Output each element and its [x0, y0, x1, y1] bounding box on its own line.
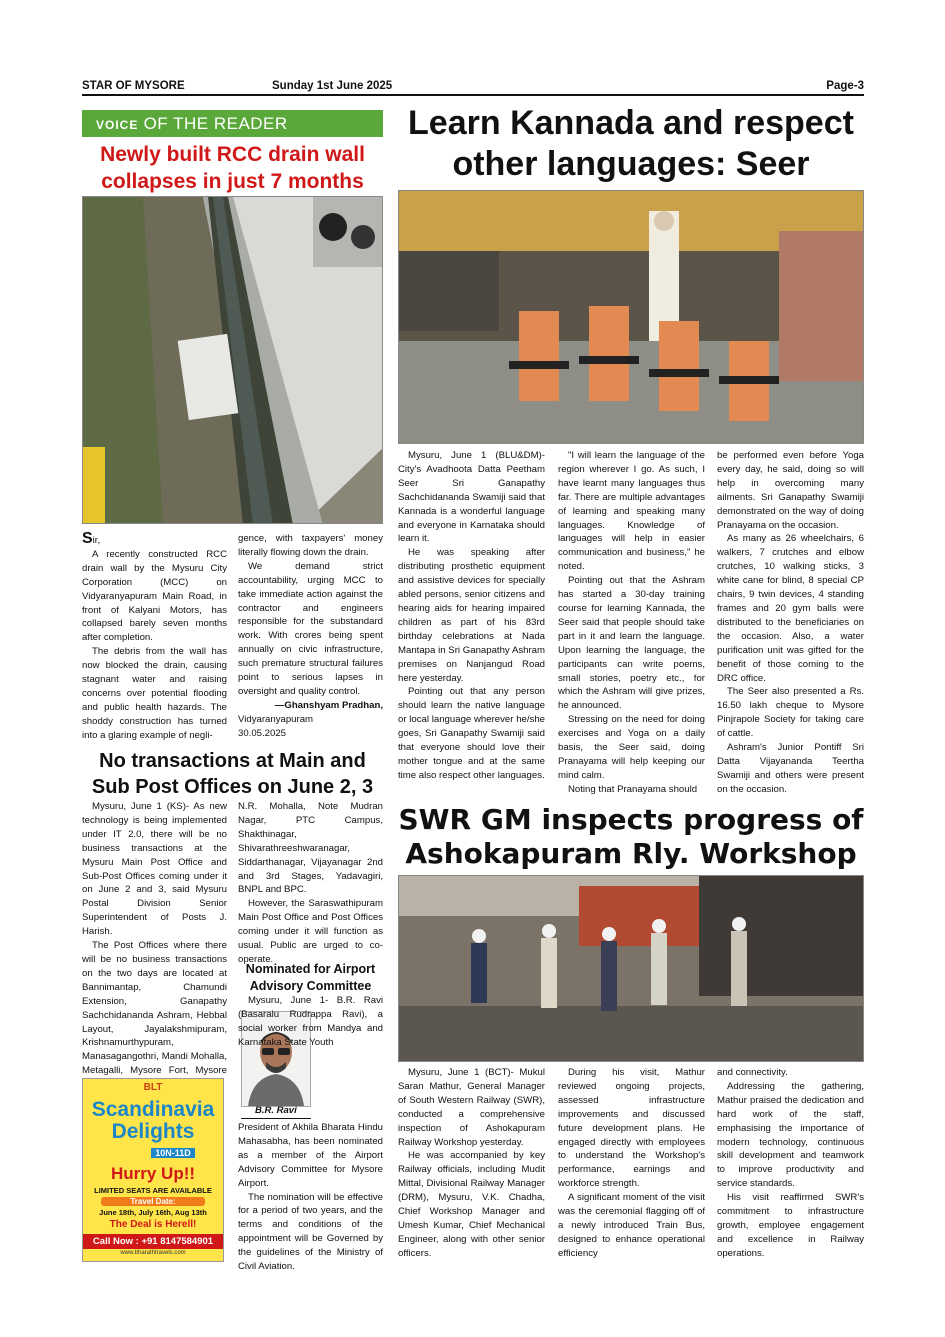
seer-headline: Learn Kannada and respect other languages: Seer	[408, 104, 854, 183]
scandinavia-delights-ad[interactable]: BLT Scandinavia Delights 10N-11D Hurry Up!! LIMITED SEATS ARE AVAILABLE Travel Date: June 18th, July 16th, Aug 13th The Deal is Herell! Call Now : +91 8147584901 www.bharathtravels.com	[82, 1078, 224, 1262]
voice-of-reader-banner	[82, 110, 383, 137]
post-office-headline: No transactions at Main and Sub Post Offices on June 2, 3	[91, 750, 374, 798]
ad-hurry: Hurry Up!!	[110, 1164, 196, 1183]
page-number: Page-3	[826, 80, 864, 92]
issue-date: Sunday 1st June 2025	[272, 80, 393, 92]
seer-event-photo	[398, 190, 864, 444]
drain-wall-headline: Newly built RCC drain wall collapses in just 7 months	[100, 143, 365, 193]
drain-wall-photo	[82, 196, 383, 524]
seer-column-3: be performed even before Yoga every day, he said, doing so will help in overcoming many ailments. Sri Ganapathy Swamiji demonstrated on the way of doing Pranayama on the occasion. As many as 26 wheelchairs, 6 walkers, 7 crutches and elbow crutches, 10 walking sticks, 3 white cane for blind, 8 special CP chairs, 9 twin devices, 4 standing frames and 20 gym balls were distributed to the beneficiaries on the occasion. Also, a water purification unit was gifted for the benefit of those coming to the DRC office. The Seer also presented a Rs. 16.50 lakh cheque to Mysore Pinjrapole Society for taking care of cattle. Ashram's Junior Pontiff Sri Datta Vijayananda Teertha Swamiji and others were present on the occasion.	[717, 450, 864, 795]
br-ravi-caption: B.R. Ravi	[241, 1105, 311, 1119]
airport-column: Mysuru, June 1- B.R. Ravi (Basaralu Rudrappa Ravi), a social worker from Mandya and Karnataka State Youth	[238, 995, 383, 1048]
swr-column-1: Mysuru, June 1 (BCT)- Mukul Saran Mathur, General Manager of South Western Railway (SWR), conducted a comprehensive inspection of Ashokapuram Railway Workshop yesterday. He was accompanied by key Railway officials, including Mudit Mittal, Divisional Railway Manager (DRM), Mysuru, V.K. Chadha, Chief Workshop Manager and Umesh Kumar, Chief Mechanical Engineer, along with other senior officers.	[398, 1067, 545, 1259]
seer-column-1: Mysuru, June 1 (BLU&DM)- City's Avadhoota Datta Peetham Seer Sri Ganapathy Sachchidananda Swamiji said that Kannada is a wonderful language and everyone in Karnataka should learn it. He was speaking after distributing prosthetic equipment and assistive devices for specially abled persons, senior citizens and hearing aids for hearing impaired children as part of his 83rd birthday celebrations at Nada Mantapa in Sri Ganapathy Ashram premises on Nanjangud Road here yesterday. Pointing out that any person should learn the native language or local language wherever he/she goes, Sri Ganapathy Swamiji said that everyone should love their mother tongue and at the same time also respect other languages.	[398, 450, 545, 781]
masthead	[82, 80, 864, 96]
paper-name: STAR OF MYSORE	[82, 80, 185, 92]
letter-column-2: gence, with taxpayers' money literally flowing down the drain. We demand strict accountability, urging MCC to take immediate action against the contractor and engineers responsible for the substandard work. With crores being spent annually on civic infrastructure, such premature structural failures point to serious lapses in oversight and quality control. —Ghanshyam Pradhan, Vidyaranyapuram 30.05.2025	[238, 533, 383, 739]
ad-code: 10N-11D	[151, 1148, 195, 1158]
ad-call-number[interactable]: Call Now : +91 8147584901	[83, 1234, 223, 1249]
voice-label-bold: VOICE	[96, 118, 139, 132]
letter-column-1: Sir, A recently constructed RCC drain wall by the Mysuru City Corporation (MCC) on Vidyaranyapuram Main Road, in front of Kalyani Motors, has collapsed barely seven months after completion. The debris from the wall has now blocked the drain, causing stagnant water and raising concerns over potential flooding and public health hazards. The shoddy construction has turned into a glaring example of negli-	[82, 530, 227, 741]
ad-title: Scandinavia Delights	[91, 1098, 215, 1143]
swr-workshop-photo	[398, 875, 864, 1062]
seer-column-2: "I will learn the language of the region wherever I go. As such, I have learnt many languages thus far. There are multiple advantages of learning and speaking many languages. Knowledge of languages will help in easier communication and business," he noted. Pointing out that the Ashram has started a 30-day training course for learning Kannada, the Seer said that people should take part in it and learn the language. Upon learning the language, the participants can write poems, small stories, poetry etc., for which the Ashram will give prizes, he announced. Stressing on the need for doing exercises and Yoga on a daily basis, the Seer said, doing Pranayama will help keeping our mind calm. Noting that Pranayama should	[558, 450, 705, 795]
swr-headline: SWR GM inspects progress of Ashokapuram Rly. Workshop	[398, 803, 864, 870]
letter-signature: —Ghanshyam Pradhan,	[274, 699, 383, 711]
airport-column-continued: President of Akhila Bharata Hindu Mahasabha, has been nominated as a member of the Airport Advisory Committee for Mysore Airport. The nomination will be effective for a period of two years, and the terms and conditions of the appointment will be Governed by the guidelines of the Ministry of Civil Aviation.	[238, 1122, 383, 1273]
airport-headline: Nominated for Airport Advisory Committee	[245, 962, 376, 993]
ad-logo: BLT	[143, 1082, 163, 1093]
post-office-column-1: Mysuru, June 1 (KS)- As new technology is being implemented under IT 2.0, there will be no business transactions at the Mysuru Main Post Office and Sub-Post Offices coming under it on June 2 and 3, said Mysuru Postal Division Senior Superintendent of Posts J. Harish. The Post Offices where there will be no business transactions on the two days are located at Bannimantap, Chamundi Extension, Ganapathy Sachchidananda Ashram, Hebbal Layout, Jayalakshmipuram, Krishnamurthypuram, Manasagangothri, Mandi Mohalla, Metagalli, Mysore Fort, Mysore	[82, 801, 227, 1077]
post-office-column-2: N.R. Mohalla, Note Mudran Nagar, PTC Campus, Shakthinagar, Shivarathreeshwaranagar, Siddarthanagar, Vijayanagar 2nd and 3rd Stages, Yadavagiri, BNPL and BPC. However, the Saraswathipuram Main Post Office and Post Offices coming under it will function as usual. Public are urged to co-operate.	[238, 801, 383, 965]
swr-column-3: and connectivity. Addressing the gathering, Mathur praised the dedication and hard work of the staff, emphasising the importance of modern technology, continuous skill development and teamwork to improve productivity and service standards. His visit reaffirmed SWR's commitment to infrastructure growth, employee engagement and excellence in Railway operations.	[717, 1067, 864, 1259]
voice-label-rest: OF THE READER	[143, 114, 288, 133]
swr-column-2: During his visit, Mathur reviewed ongoing projects, assessed infrastructure improvements and discussed future development plans. He engaged directly with employees to understand the Workshop's performance, earnings and workforce strength. A significant moment of the visit was the ceremonial flagging off of a newly introduced Train Bus, designed to enhance operational efficiency	[558, 1067, 705, 1259]
